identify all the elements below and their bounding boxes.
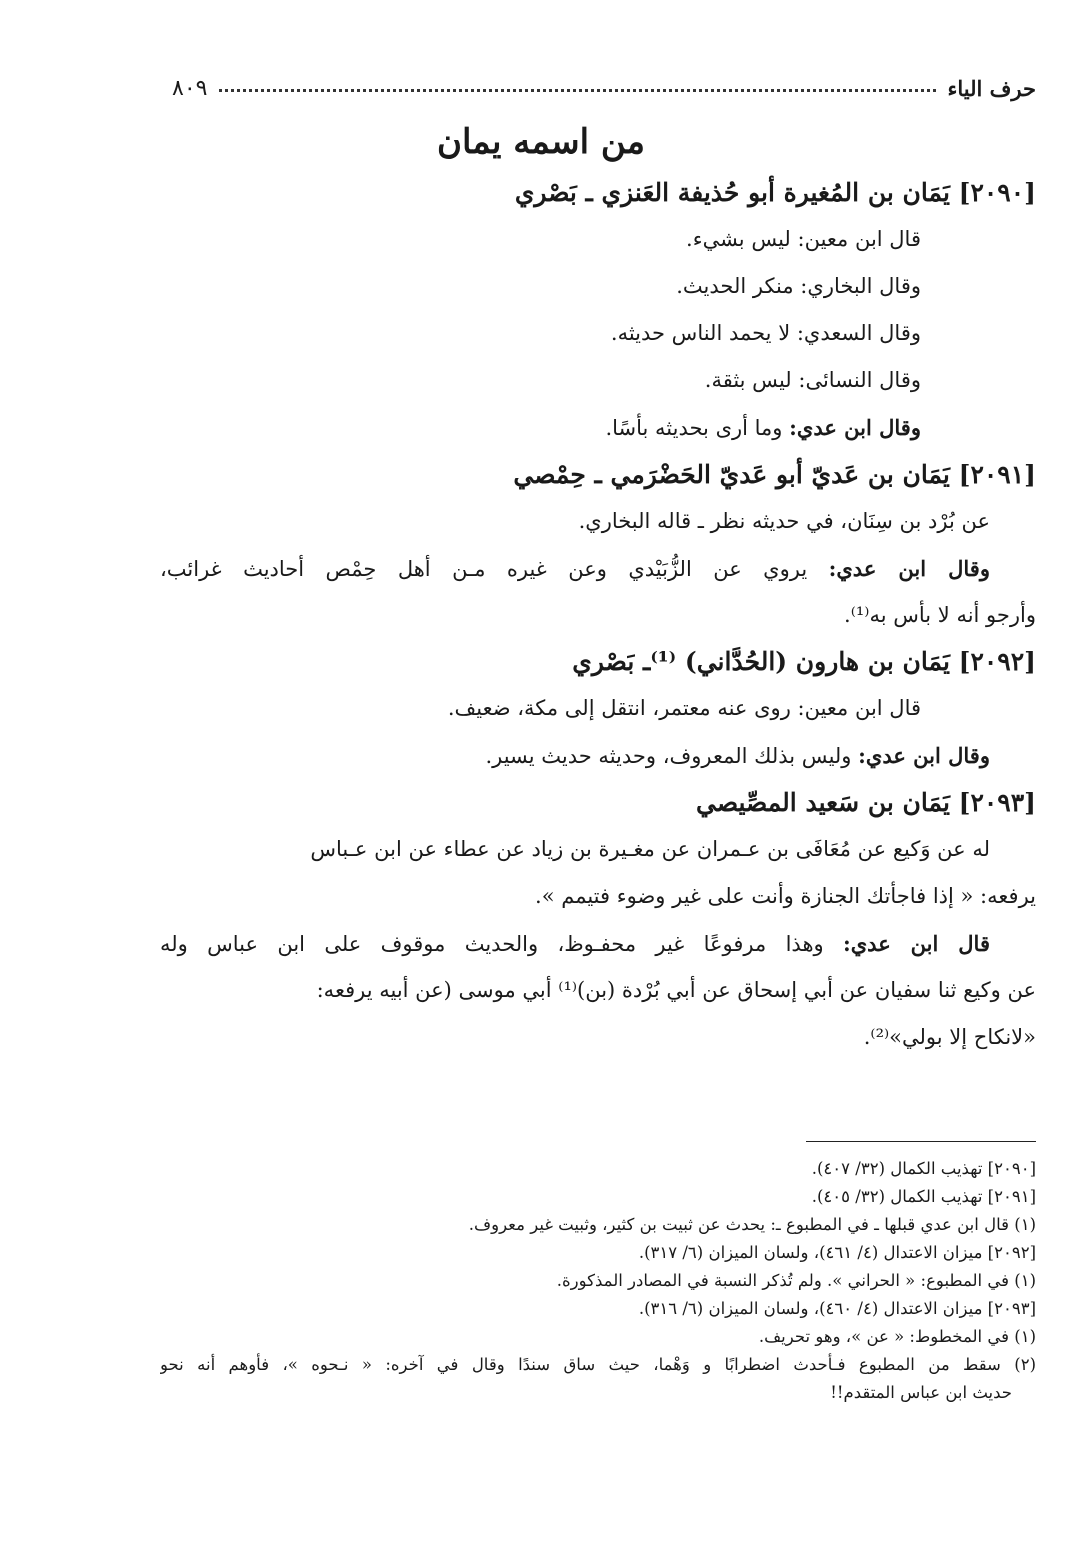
citation-text: يروي عن الزُّبَيْدي وعن غيره مـن أهل حِمْص أحاديث غرائب، <box>160 557 829 581</box>
entry-2093 <box>160 780 1036 1061</box>
text-line: وقال السعدي: لا يحمد الناس حديثه. <box>610 321 921 345</box>
text-line <box>160 732 1036 780</box>
text-line <box>160 545 1036 592</box>
chapter-title: حرف الياء <box>947 75 1036 101</box>
citation-lead: وقال ابن عدي: <box>828 556 990 581</box>
footnote-separator <box>806 1141 1036 1150</box>
text-line: قال ابن معين: ليس بشيء. <box>686 227 921 251</box>
footnote-continuation: حديث ابن عباس المتقدم!! <box>830 1383 1012 1402</box>
entry-heading: [٢٠٩٣] يَمَان بن سَعيد المصِّيصي <box>695 788 1036 817</box>
entry-2092 <box>160 639 1036 780</box>
text-line: وقال البخاري: منكر الحديث. <box>676 274 921 298</box>
text-line <box>160 404 1036 452</box>
footnote: [٢٠٩٣] ميزان الاعتدال (٤/ ٤٦٠)، ولسان الميزان (٦/ ٣١٦). <box>638 1299 1036 1318</box>
header-dotted-rule <box>219 89 935 92</box>
running-header <box>172 70 1036 106</box>
citation-text: وما أرى بحديثه بأسًا. <box>605 416 790 440</box>
text-line: «لانكاح إلا بولي»⁽²⁾. <box>863 1025 1036 1049</box>
page-number: ٨٠٩ <box>172 75 208 101</box>
text-line: وأرجو أنه لا بأس به⁽¹⁾. <box>844 603 1036 627</box>
entry-heading: [٢٠٩٠] يَمَان بن المُغيرة أبو حُذيفة العَنزي ـ بَصْري <box>514 178 1036 207</box>
footnote: (١) في المطبوع: « الحراني ». ولم تُذكر النسبة في المصادر المذكورة. <box>556 1271 1036 1290</box>
citation-lead: وقال ابن عدي: <box>858 743 990 768</box>
entry-2091 <box>160 452 1036 639</box>
text-line: عن وكيع ثنا سفيان عن أبي إسحاق عن أبي بُرْدة (بن)⁽¹⁾ أبي موسى (عن أبيه يرفعه: <box>316 978 1036 1002</box>
entry-heading: [٢٠٩١] يَمَان بن عَديّ أبو عَديّ الحَضْرَمي ـ حِمْصي <box>513 460 1036 489</box>
footnote: (١) في المخطوط: « عن »، وهو تحريف. <box>758 1327 1036 1346</box>
citation-lead: وقال ابن عدي: <box>789 415 921 440</box>
text-line: قال ابن معين: روى عنه معتمر، انتقل إلى مكة، ضعيف. <box>447 696 921 720</box>
entry-2090 <box>160 170 1036 452</box>
footnote: (١) قال ابن عدي قبلها ـ في المطبوع ـ: يحدث عن ثبيت بن كثير، وثبيت غير معروف. <box>468 1215 1036 1234</box>
footnote: [٢٠٩٠] تهذيب الكمال (٣٢/ ٤٠٧). <box>811 1159 1036 1178</box>
entry-heading: [٢٠٩٢] يَمَان بن هارون (الحُدَّاني) ⁽¹⁾ـ بَصْري <box>572 647 1036 676</box>
citation-text: وليس بذلك المعروف، وحديثه حديث يسير. <box>485 744 859 768</box>
citation-lead: قال ابن عدي: <box>842 931 990 956</box>
section-title: من اسمه يمان <box>436 122 646 162</box>
text-line: وقال النسائى: ليس بثقة. <box>704 368 921 392</box>
text-line <box>160 920 1036 967</box>
footnote: [٢٠٩٢] ميزان الاعتدال (٤/ ٤٦١)، ولسان الميزان (٦/ ٣١٧). <box>638 1243 1036 1262</box>
footnote: (٢) سقط من المطبوع فـأحدث اضطرابًا و وَهْما، حيث ساق سندًا وقال في آخره: « نـحوه »، فأوهم أنه نحو <box>160 1355 1036 1374</box>
text-line: عن بُرْد بن سِنَان، في حديثه نظر ـ قاله البخاري. <box>578 509 990 533</box>
text-line: يرفعه: « إذا فاجأتك الجنازة وأنت على غير وضوء فتيمم ». <box>535 884 1036 908</box>
text-line: له عن وَكيع عن مُعَافَى بن عـمران عن مغـيرة بن زياد عن عطاء عن ابن عـباس <box>310 837 990 861</box>
footnotes <box>160 1155 1036 1407</box>
citation-text: وهذا مرفوعًا غير محفـوظ، والحديث موقوف على ابن عباس وله <box>160 932 843 956</box>
footnote: [٢٠٩١] تهذيب الكمال (٣٢/ ٤٠٥). <box>811 1187 1036 1206</box>
main-text <box>160 170 1036 1061</box>
